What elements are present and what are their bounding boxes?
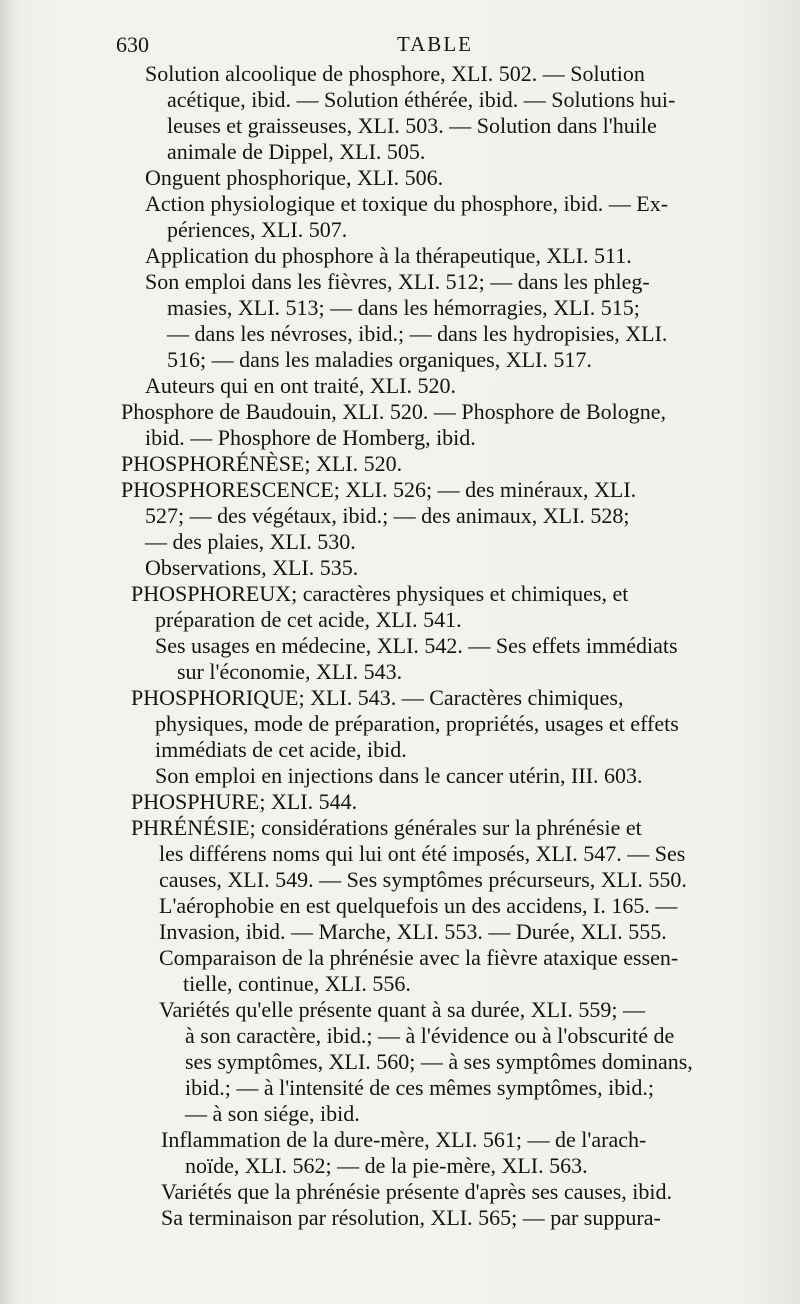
index-line: Variétés qu'elle présente quant à sa durée, XLI. 559; —: [159, 997, 645, 1022]
page-number: 630: [116, 32, 149, 57]
index-line: noïde, XLI. 562; — de la pie-mère, XLI. 563.: [185, 1153, 588, 1178]
index-line: acétique, ibid. — Solution éthérée, ibid. — Solutions hui-: [167, 87, 676, 112]
index-line: Onguent phosphorique, XLI. 506.: [145, 165, 444, 190]
index-line: Comparaison de la phrénésie avec la fièvre ataxique essen-: [159, 945, 679, 970]
running-header: [0, 30, 800, 60]
index-line: — à son siége, ibid.: [185, 1101, 360, 1126]
index-heading: PHRÉNÉSIE; considérations générales sur la phrénésie et: [131, 815, 642, 840]
index-line: leuses et graisseuses, XLI. 503. — Solution dans l'huile: [167, 113, 657, 138]
index-heading: PHOSPHORÉNÈSE; XLI. 520.: [121, 451, 403, 476]
index-line: — des plaies, XLI. 530.: [145, 529, 356, 554]
index-line: Ses usages en médecine, XLI. 542. — Ses effets immédiats: [155, 633, 678, 658]
index-line: à son caractère, ibid.; — à l'évidence ou à l'obscurité de: [185, 1023, 675, 1048]
index-line: — dans les névroses, ibid.; — dans les hydropisies, XLI.: [167, 321, 668, 346]
index-line: Invasion, ibid. — Marche, XLI. 553. — Durée, XLI. 555.: [159, 919, 667, 944]
index-line: L'aérophobie en est quelquefois un des accidens, I. 165. —: [159, 893, 678, 918]
index-line: Sa terminaison par résolution, XLI. 565; — par suppura-: [161, 1205, 661, 1230]
index-line: causes, XLI. 549. — Ses symptômes précurseurs, XLI. 550.: [159, 867, 687, 892]
index-line: 516; — dans les maladies organiques, XLI. 517.: [167, 347, 592, 372]
index-line: les différens noms qui lui ont été imposés, XLI. 547. — Ses: [159, 841, 686, 866]
index-line: Observations, XLI. 535.: [145, 555, 359, 580]
index-line: Son emploi en injections dans le cancer utérin, III. 603.: [155, 763, 643, 788]
index-line: physiques, mode de préparation, propriétés, usages et effets: [155, 711, 679, 736]
index-line: immédiats de cet acide, ibid.: [155, 737, 407, 762]
index-line: 527; — des végétaux, ibid.; — des animaux, XLI. 528;: [145, 503, 630, 528]
index-line: Application du phosphore à la thérapeutique, XLI. 511.: [145, 243, 632, 268]
index-line: Action physiologique et toxique du phosphore, ibid. — Ex-: [145, 191, 669, 216]
index-heading: PHOSPHORESCENCE; XLI. 526; — des minéraux, XLI.: [121, 477, 637, 502]
index-heading: PHOSPHORIQUE; XLI. 543. — Caractères chimiques,: [131, 685, 624, 710]
index-line: Inflammation de la dure-mère, XLI. 561; — de l'arach-: [161, 1127, 647, 1152]
index-line: Phosphore de Baudouin, XLI. 520. — Phosphore de Bologne,: [121, 399, 667, 424]
index-line: sur l'économie, XLI. 543.: [177, 659, 403, 684]
index-line: Son emploi dans les fièvres, XLI. 512; — dans les phleg-: [145, 269, 650, 294]
index-line: périences, XLI. 507.: [167, 217, 348, 242]
index-line: animale de Dippel, XLI. 505.: [167, 139, 426, 164]
index-heading: PHOSPHURE; XLI. 544.: [131, 789, 358, 814]
index-line: ses symptômes, XLI. 560; — à ses symptômes dominans,: [185, 1049, 693, 1074]
running-title: TABLE: [397, 32, 473, 56]
index-line: tielle, continue, XLI. 556.: [183, 971, 411, 996]
index-line: Variétés que la phrénésie présente d'après ses causes, ibid.: [161, 1179, 672, 1204]
index-line: Solution alcoolique de phosphore, XLI. 502. — Solution: [145, 61, 645, 86]
index-heading: PHOSPHOREUX; caractères physiques et chimiques, et: [131, 581, 629, 606]
index-line: préparation de cet acide, XLI. 541.: [155, 607, 462, 632]
index-line: ibid. — Phosphore de Homberg, ibid.: [145, 425, 476, 450]
index-line: masies, XLI. 513; — dans les hémorragies, XLI. 515;: [167, 295, 640, 320]
index-line: Auteurs qui en ont traité, XLI. 520.: [145, 373, 456, 398]
index-line: ibid.; — à l'intensité de ces mêmes symptômes, ibid.;: [185, 1075, 654, 1100]
